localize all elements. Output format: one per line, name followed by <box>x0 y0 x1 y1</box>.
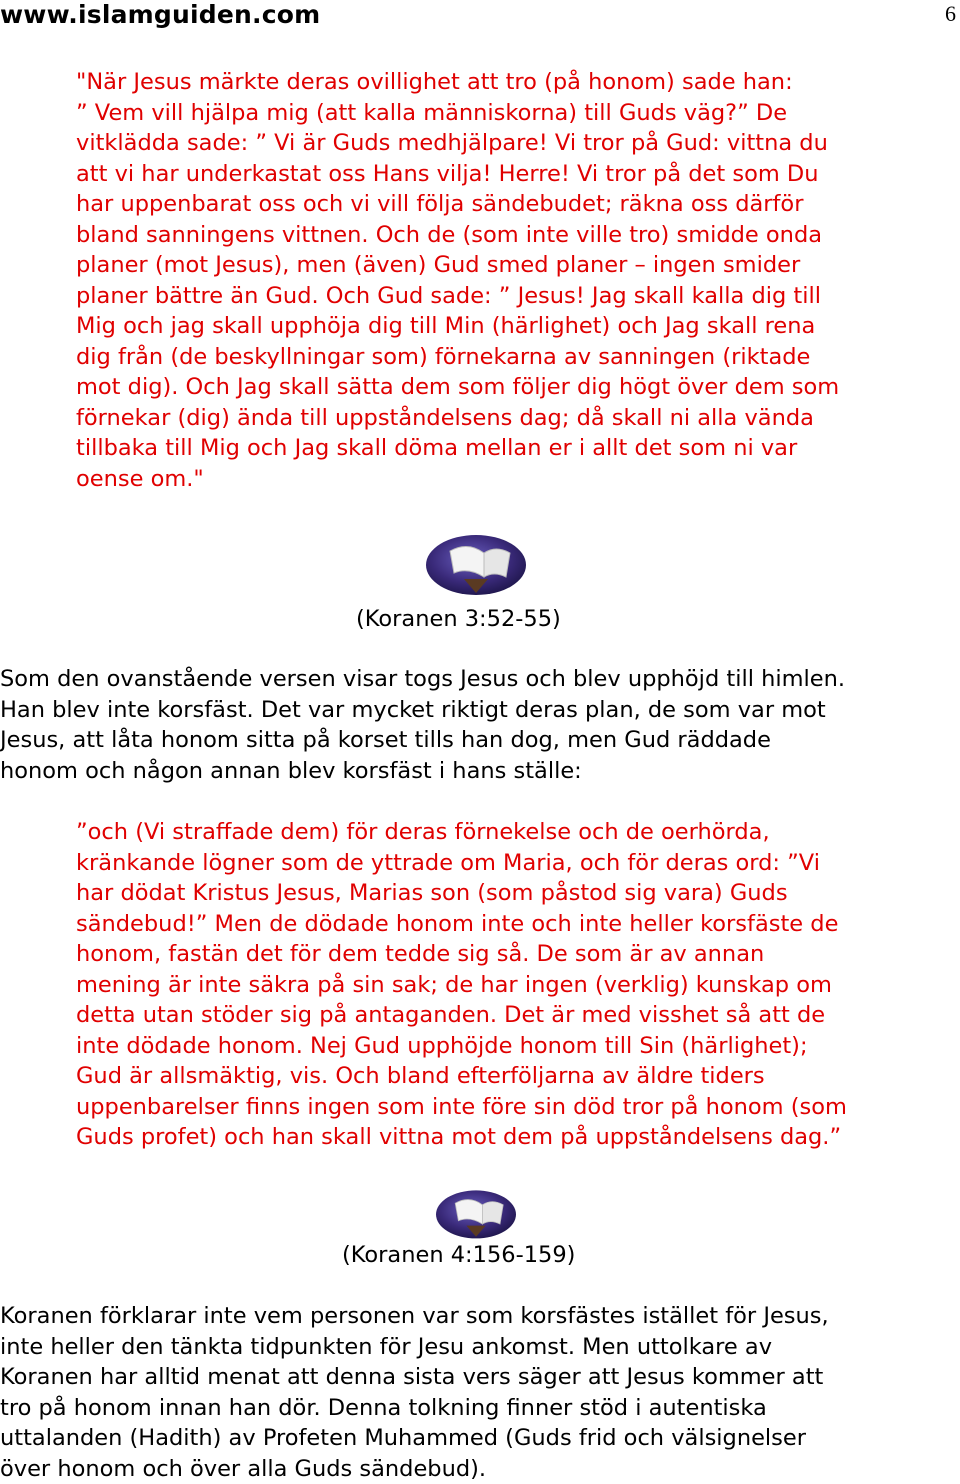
reference-4-156-159: (Koranen 4:156-159) <box>342 1242 576 1268</box>
quran-book-icon <box>424 527 528 597</box>
reference-3-52-55: (Koranen 3:52-55) <box>356 606 561 632</box>
paragraph-ascension: Som den ovanstående versen visar togs Jesus och blev upphöjd till himlen. Han blev inte korsfäst. Det var mycket riktigt deras plan, de som var mot Jesus, att låta honom sitta på korset tills han dog, men Gud räddade honom och någon annan blev korsfäst i hans ställe: <box>0 666 846 784</box>
paragraph-interpretation: Koranen förklarar inte vem personen var som korsfästes istället för Jesus, inte heller den tänkta tidpunkten för Jesu ankomst. Men uttolkare av Koranen har alltid menat att denna sista vers säger att Jesus kommer att tro på honom innan han dör. Denna tolkning finner stöd i autentiska uttalanden (Hadith) av Profeten Muhammed (Guds frid och välsignelser över honom och över alla Guds sändebud). <box>0 1303 829 1482</box>
quran-book-icon <box>434 1184 518 1240</box>
quran-quote-4-156-159: ”och (Vi straffade dem) för deras förnekelse och de oerhörda, kränkande lögner som de yttrade om Maria, och för deras ord: ”Vi har dödat Kristus Jesus, Marias son (som påstod sig vara) Guds sändebud!” Men de dödade honom inte och inte heller korsfäste de honom, fastän det för dem tedde sig så. De som är av annan mening är inte säkra på sin sak; de har ingen (verklig) kunskap om detta utan stöder sig på antaganden. Det är med visshet så att de inte dödade honom. Nej Gud upphöjde honom till Sin (härlighet); Gud är allsmäktig, vis. Och bland efterföljarna av äldre tiders uppenbarelser finns ingen som inte före sin död tror på honom (som Guds profet) och han skall vittna mot dem på uppståndelsens dag.” <box>76 819 847 1150</box>
quran-quote-3-52-55: "När Jesus märkte deras ovillighet att tro (på honom) sade han: ” Vem vill hjälpa mig (att kalla människorna) till Guds väg?” De vitklädda sade: ” Vi är Guds medhjälpare! Vi tror på Gud: vittna du att vi har underkastat oss Hans vilja! Herre! Vi tror på det som Du har uppenbarat oss och vi vill följa sändebudet; räkna oss därför bland sanningens vittnen. Och de (som inte ville tro) smidde onda planer (mot Jesus), men (även) Gud smed planer – ingen smider planer bättre än Gud. Och Gud sade: ” Jesus! Jag skall kalla dig till Mig och jag skall upphöja dig till Min (härlighet) och Jag skall rena dig från (de beskyllningar som) förnekarna av sanningen (riktade mot dig). Och Jag skall sätta dem som följer dig högt över dem som förnekar (dig) ända till uppståndelsens dag; då skall ni alla vända tillbaka till Mig och Jag skall döma mellan er i allt det som ni var oense om." <box>76 69 840 492</box>
page-number: 6 <box>945 1 956 26</box>
site-url: www.islamguiden.com <box>0 0 321 29</box>
